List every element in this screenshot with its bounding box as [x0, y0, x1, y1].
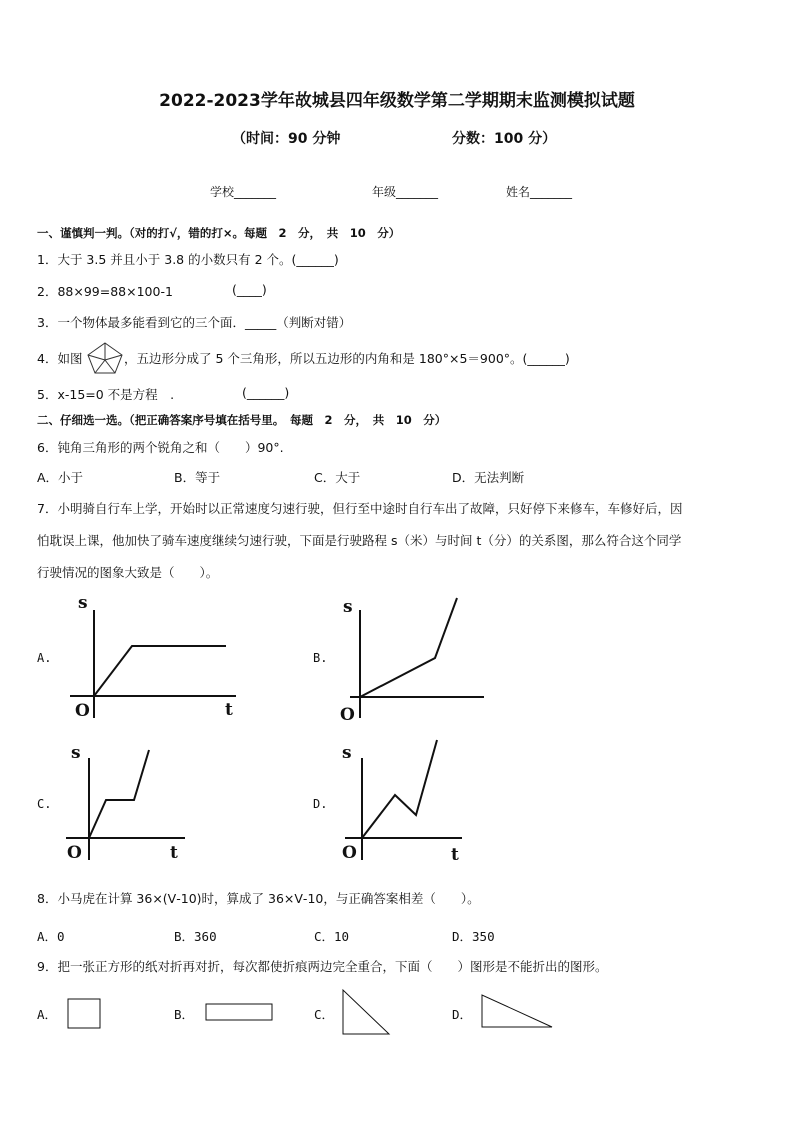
q9-option-c: C． [314, 1007, 335, 1022]
question-3: 3．一个物体最多能看到它的三个面．_____（判断对错） [37, 315, 352, 330]
square-shape [68, 999, 100, 1028]
question-2-answer: (____) [232, 282, 267, 297]
graph-d [345, 740, 462, 860]
graph-d-label: D. [313, 797, 328, 811]
section1-heading: 一、谨慎判一判。（对的打√，错的打×。每题 2 分， 共 10 分） [37, 226, 401, 240]
graph-c-t: t [170, 843, 178, 863]
name-field: 姓名_______ [506, 185, 573, 199]
question-5: 5．x-15=0 不是方程 . [37, 387, 175, 402]
graph-d-t: t [451, 845, 459, 865]
q9-shapes [68, 990, 552, 1034]
graph-d-o: O [342, 843, 357, 863]
grade-field: 年级_______ [372, 185, 439, 199]
question-4-prefix: 4．如图 [37, 351, 83, 366]
section2-heading: 二、仔细选一选。（把正确答案序号填在括号里。 每题 2 分， 共 10 分） [37, 413, 447, 427]
graph-c-o: O [67, 843, 82, 863]
graph-c-label: C. [37, 797, 52, 811]
q9-option-d: D． [452, 1007, 473, 1022]
q8-option-a: A．0 [37, 929, 65, 944]
q6-option-b: B．等于 [174, 470, 221, 485]
q6-option-a: A．小于 [37, 470, 84, 485]
question-9: 9．把一张正方形的纸对折再对折，每次都使折痕两边完全重合，下面（ ）图形是不能折出的图形。 [37, 959, 608, 974]
graph-b-label: B. [313, 651, 328, 665]
graph-d-s: s [342, 743, 352, 763]
question-1: 1．大于 3.5 并且小于 3.8 的小数只有 2 个。(______) [37, 252, 339, 267]
q8-option-d: D．350 [452, 929, 495, 944]
page-title: 2022-2023学年故城县四年级数学第二学期期末监测模拟试题 [159, 91, 635, 111]
exam-time: （时间：90 分钟 [232, 131, 341, 147]
question-7-line2: 怕耽误上课，他加快了骑车速度继续匀速行驶，下面是行驶路程 s（米）与时间 t（分）的关系图，那么符合这个同学 [37, 533, 682, 548]
graph-b-o: O [340, 705, 355, 725]
graph-a [70, 610, 236, 718]
question-8: 8．小马虎在计算 36×(Ⅴ-10)时，算成了 36×Ⅴ-10，与正确答案相差（ ）。 [37, 891, 480, 906]
question-5-answer: (______) [242, 385, 290, 400]
question-7-line1: 7．小明骑自行车上学，开始时以正常速度匀速行驶，但行至中途时自行车出了故障，只好停下来修车，车修好后，因 [37, 501, 683, 516]
q6-option-d: D．无法判断 [452, 470, 525, 485]
graph-b [350, 598, 484, 718]
q6-option-c: C．大于 [314, 470, 361, 485]
exam-score: 分数：100 分） [452, 131, 557, 147]
question-4: ，五边形分成了 5 个三角形，所以五边形的内角和是 180°×5＝900°。(______) [124, 351, 570, 366]
rectangle-shape [206, 1004, 272, 1020]
right-triangle-shape [343, 990, 389, 1034]
graph-a-s: s [78, 593, 88, 613]
graph-b-s: s [343, 597, 353, 617]
graph-a-o: O [75, 701, 90, 721]
question-6: 6．钝角三角形的两个锐角之和（ ）90°. [37, 440, 284, 455]
question-7-line3: 行驶情况的图象大致是（ ）。 [37, 565, 219, 580]
graph-c [66, 750, 185, 860]
q9-option-b: B． [174, 1007, 195, 1022]
q8-option-c: C．10 [314, 929, 350, 944]
q9-option-a: A． [37, 1007, 58, 1022]
long-triangle-shape [482, 995, 552, 1027]
q8-option-b: B．360 [174, 929, 217, 944]
school-field: 学校_______ [210, 185, 277, 199]
graph-c-s: s [71, 743, 81, 763]
graph-a-t: t [225, 700, 233, 720]
pentagon-figure [88, 343, 122, 373]
question-2: 2．88×99=88×100-1 [37, 284, 173, 299]
graph-a-label: A. [37, 651, 52, 665]
